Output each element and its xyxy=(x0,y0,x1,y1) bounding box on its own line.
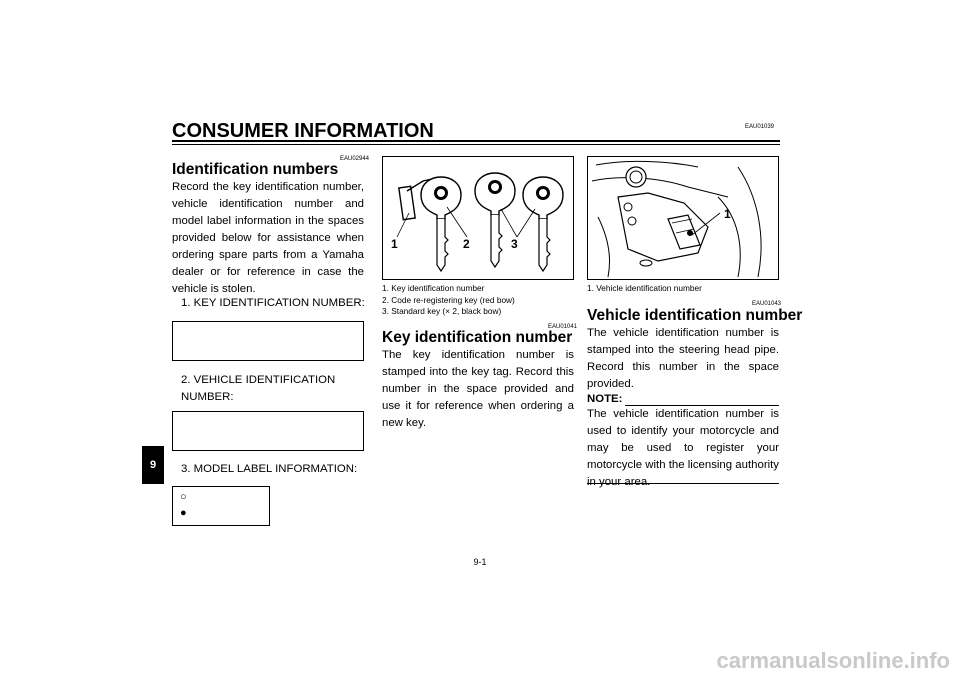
note-label: NOTE: xyxy=(587,393,623,405)
figure-label-2: 2 xyxy=(463,237,470,251)
section-code: EAU01039 xyxy=(745,124,775,130)
steering-head-illustration xyxy=(588,157,778,279)
watermark: carmanualsonline.info xyxy=(716,648,950,673)
key-id-box xyxy=(172,321,364,361)
list-item-vehicle-id xyxy=(181,372,341,406)
page-title: CONSUMER INFORMATION xyxy=(172,120,434,142)
figure-label-1: 1 xyxy=(391,237,398,251)
vin-caption: 1. Vehicle identification number xyxy=(587,283,702,293)
col2-body: The key identification number is stamped into the key tag. Record this number in the space provided and use it for reference when ordering a new key. xyxy=(382,349,574,429)
list-item-model-label: 3. MODEL LABEL INFORMATION: xyxy=(181,463,358,475)
note-rule-bottom xyxy=(587,483,779,484)
figure-label-3: 3 xyxy=(511,237,518,251)
col2-heading: Key identification number xyxy=(382,329,573,346)
keys-illustration xyxy=(383,157,573,279)
col3-heading: Vehicle identification number xyxy=(587,307,803,324)
caption-3: 3. Standard key (× 2, black bow) xyxy=(382,306,502,316)
col1-code: EAU02944 xyxy=(340,156,370,162)
caption-2: 2. Code re-registering key (red bow) xyxy=(382,294,515,305)
col3-code: EAU01043 xyxy=(752,301,782,307)
caption-1: 1. Key identification number xyxy=(382,283,485,293)
vehicle-id-box xyxy=(172,411,364,451)
model-label-box xyxy=(172,486,270,526)
figure-label-vin: 1 xyxy=(724,207,731,221)
open-circle-icon: ○ xyxy=(180,491,187,503)
list-item-vehicle-id-text: 2. VEHICLE IDENTIFICATION NUMBER: xyxy=(181,374,336,403)
col2-code: EAU01041 xyxy=(548,324,578,330)
note-body: The vehicle identification number is used to identify your motorcycle and may be used to register your motorcycle with the licensing authority in your area. xyxy=(587,408,779,488)
col3-body: The vehicle identification number is stamped into the steering head pipe. Record this number in the space provided. xyxy=(587,327,779,390)
title-rule xyxy=(172,140,780,142)
filled-circle-icon: ● xyxy=(180,507,187,519)
page-number: 9-1 xyxy=(473,557,487,567)
list-item-key-id: 1. KEY IDENTIFICATION NUMBER: xyxy=(181,297,365,309)
chapter-tab: 9 xyxy=(142,446,164,484)
steering-head-figure xyxy=(587,156,779,280)
keys-figure xyxy=(382,156,574,280)
col1-heading: Identification numbers xyxy=(172,161,339,178)
keys-captions xyxy=(382,283,574,318)
col1-intro: Record the key identification number, vehicle identification number and model label information in the spaces provided below for assistance when ordering spare parts from a Yamaha dealer or for reference in case the vehicle is stolen. xyxy=(172,181,364,295)
title-rule-thin xyxy=(172,144,780,145)
